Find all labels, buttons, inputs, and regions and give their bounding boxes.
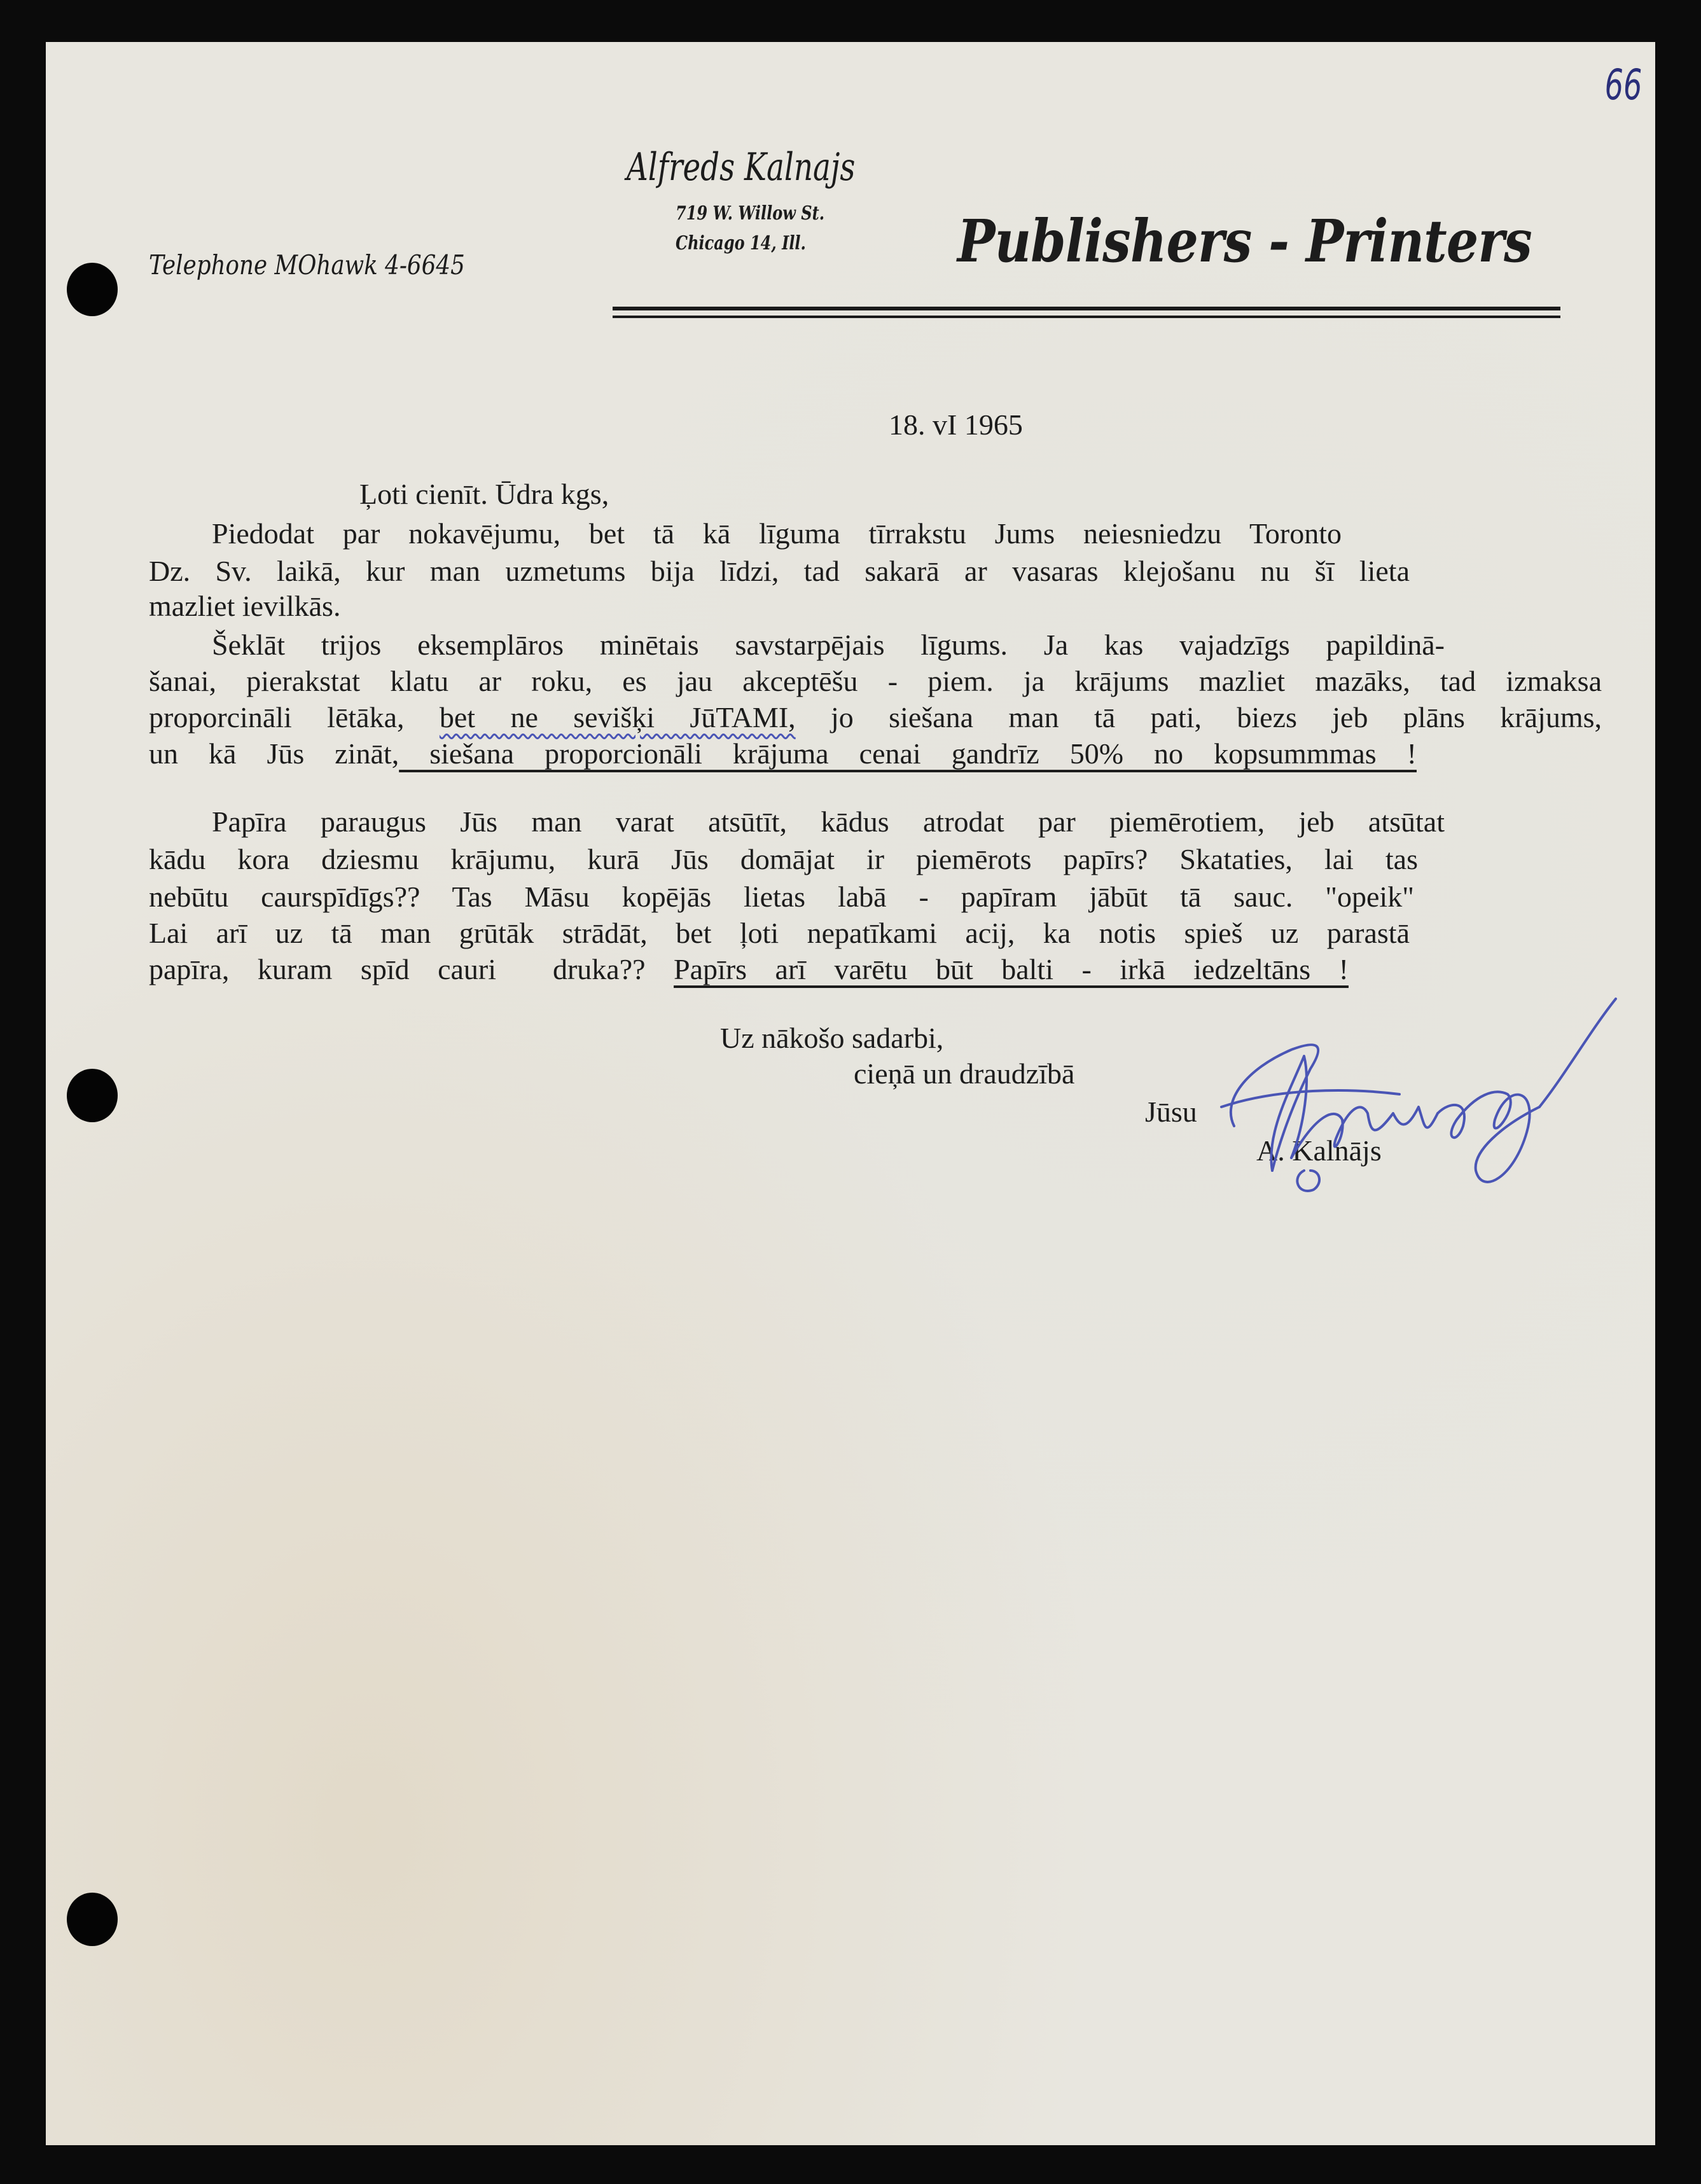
signature-stroke (1539, 999, 1616, 1107)
body-line (149, 700, 1602, 735)
letterhead-address-line2: Chicago 14, Ill. (676, 232, 806, 254)
underlined-text: Papīrs arī varētu būt balti - irkā iedzeltāns ! (674, 953, 1349, 985)
body-line: kādu kora dziesmu krājumu, kurā Jūs domājat ir piemērots papīrs? Skataties, lai tas (149, 843, 1418, 875)
body-line (149, 952, 1349, 987)
body-line (149, 736, 1417, 772)
body-line: mazliet ievilkās. (149, 590, 341, 622)
body-line: nebūtu caurspīdīgs?? Tas Māsu kopējās lietas labā - papīram jābūt tā sauc. "opeik" (149, 880, 1414, 913)
text-segment: proporcināli lētāka, (149, 701, 440, 734)
letterhead-telephone: Telephone MOhawk 4-6645 (149, 249, 465, 281)
typed-name: A. Kalnājs (1256, 1134, 1382, 1167)
pen-underlined-text: bet ne sevišķi JūTAMI, (439, 701, 796, 734)
body-line: šanai, pierakstat klatu ar roku, es jau akceptēšu - piem. ja krājums mazliet mazāks, tad izmaksa (149, 665, 1602, 697)
letterhead-rule (613, 316, 1560, 318)
signature-stroke (1297, 1171, 1319, 1191)
text-segment: jo siešana man tā pati, biezs jeb plāns krājums, (795, 701, 1602, 734)
body-line: Lai arī uz tā man grūtāk strādāt, bet ļoti nepatīkami acij, ka notis spieš uz parastā (149, 917, 1410, 949)
body-line: Šeklāt trijos eksemplāros minētais savstarpējais līgums. Ja kas vajadzīgs papildinā- (212, 629, 1445, 661)
underlined-text: siešana proporcionāli krājuma cenai gandrīz 50% no kopsummmas ! (399, 737, 1417, 770)
signature-stroke (1438, 1092, 1539, 1182)
page-number: 66 (1604, 60, 1642, 109)
text-segment: un kā Jūs zināt, (149, 737, 399, 770)
closing-line: cieņā un draudzībā (854, 1057, 1075, 1090)
signature-stroke (1221, 1090, 1399, 1107)
closing-line: Uz nākošo sadarbi, (720, 1022, 944, 1054)
body-line: Papīra paraugus Jūs man varat atsūtīt, kādus atrodat par piemērotiem, jeb atsūtat (212, 805, 1445, 838)
letterhead-title: Publishers - Printers (957, 207, 1532, 275)
handwritten-signature (1209, 980, 1628, 1221)
signature-stroke (1291, 1107, 1438, 1158)
letterhead-address-line1: 719 W. Willow St. (676, 202, 825, 225)
closing-line: Jūsu (1145, 1095, 1197, 1128)
punch-hole (67, 263, 118, 316)
punch-hole (67, 1893, 118, 1946)
body-line: Piedodat par nokavējumu, bet tā kā līguma tīrrakstu Jums neiesniedzu Toronto (212, 517, 1342, 550)
text-segment: papīra, kuram spīd cauri druka?? (149, 953, 674, 985)
punch-hole (67, 1069, 118, 1122)
salutation: Ļoti cienīt. Ūdra kgs, (359, 478, 609, 510)
letterhead-name: Alfreds Kalnajs (627, 145, 856, 190)
body-line: Dz. Sv. laikā, kur man uzmetums bija līdzi, tad sakarā ar vasaras klejošanu nu šī lieta (149, 555, 1410, 587)
letter-date: 18. vI 1965 (889, 408, 1023, 441)
letterhead-rule (613, 307, 1560, 310)
